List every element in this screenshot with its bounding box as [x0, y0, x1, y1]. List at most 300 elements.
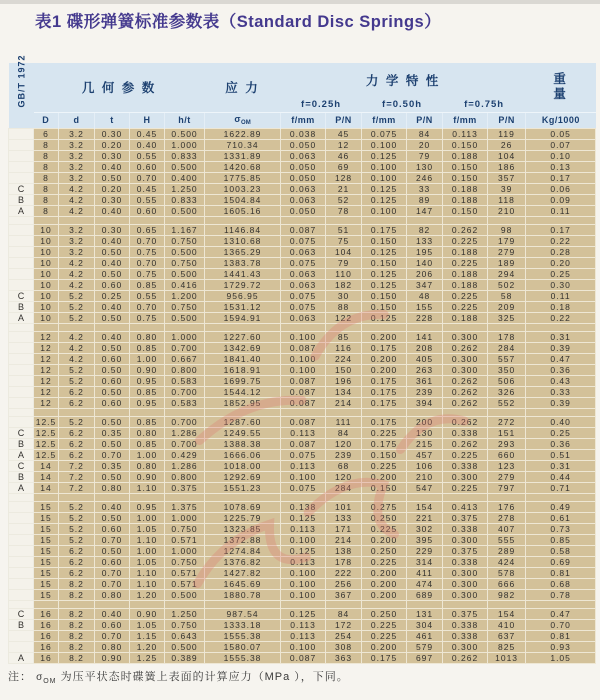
value-cell: 0.700	[165, 386, 205, 397]
value-cell: 1555.38	[205, 652, 281, 663]
value-cell: 52	[326, 194, 362, 205]
value-cell: 0.038	[281, 128, 326, 139]
series-letter-cell: C	[9, 183, 34, 194]
value-cell: 104	[488, 150, 526, 161]
spacer-cell	[59, 408, 95, 416]
value-cell: 405	[407, 353, 443, 364]
value-cell: 0.700	[165, 342, 205, 353]
value-cell: 1225.79	[205, 512, 281, 523]
value-cell: 357	[488, 172, 526, 183]
value-cell: 987.54	[205, 608, 281, 619]
spacer-cell	[59, 323, 95, 331]
value-cell: 578	[488, 567, 526, 578]
value-cell: 1504.84	[205, 194, 281, 205]
spacer-cell	[443, 216, 488, 224]
spacer-cell	[526, 493, 596, 501]
header-group-row	[9, 63, 596, 97]
spacer-cell	[362, 323, 407, 331]
table-row	[9, 471, 596, 482]
value-cell: 0.50	[95, 268, 130, 279]
value-cell: 6.2	[59, 449, 95, 460]
value-cell: 0.500	[165, 641, 205, 652]
value-cell: 16	[34, 619, 59, 630]
value-cell: 10	[34, 312, 59, 323]
spacer-cell	[488, 408, 526, 416]
value-cell: 0.125	[362, 150, 407, 161]
value-cell: 0.90	[130, 471, 165, 482]
value-cell: 0.80	[130, 331, 165, 342]
value-cell: 10	[34, 224, 59, 235]
value-cell: 1.00	[130, 512, 165, 523]
value-cell: 176	[488, 501, 526, 512]
value-cell: 12.5	[34, 449, 59, 460]
value-cell: 0.375	[443, 545, 488, 556]
value-cell: 0.10	[526, 150, 596, 161]
table-row	[9, 312, 596, 323]
spacer-cell	[59, 493, 95, 501]
value-cell: 10	[34, 301, 59, 312]
value-cell: 8	[34, 150, 59, 161]
value-cell: 0.25	[526, 268, 596, 279]
value-cell: 1544.12	[205, 386, 281, 397]
value-cell: 4.2	[59, 268, 95, 279]
spacer-cell	[165, 323, 205, 331]
value-cell: 0.40	[526, 416, 596, 427]
spacer-cell	[165, 493, 205, 501]
value-cell: 8.2	[59, 641, 95, 652]
value-cell: 1618.91	[205, 364, 281, 375]
value-cell: 1.000	[165, 331, 205, 342]
group-spacer-row	[9, 600, 596, 608]
table-row	[9, 641, 596, 652]
table-row	[9, 460, 596, 471]
series-letter-cell	[9, 353, 34, 364]
value-cell: 16	[34, 630, 59, 641]
value-cell: 1427.82	[205, 567, 281, 578]
value-cell: 6.2	[59, 427, 95, 438]
value-cell: 15	[34, 512, 59, 523]
value-cell: 1249.55	[205, 427, 281, 438]
col-header-fmm-075: f/mm	[443, 112, 488, 128]
value-cell: 89	[407, 194, 443, 205]
value-cell: 0.40	[95, 331, 130, 342]
value-cell: 0.39	[526, 397, 596, 408]
value-cell: 0.429	[165, 449, 205, 460]
value-cell: 0.40	[95, 205, 130, 216]
value-cell: 4.2	[59, 194, 95, 205]
series-letter-cell	[9, 139, 34, 150]
value-cell: 122	[326, 312, 362, 323]
spacer-cell	[281, 408, 326, 416]
value-cell: 0.70	[130, 257, 165, 268]
series-letter-cell: C	[9, 608, 34, 619]
value-cell: 1.286	[165, 460, 205, 471]
value-cell: 0.85	[130, 342, 165, 353]
value-cell: 229	[407, 545, 443, 556]
value-cell: 0.075	[281, 449, 326, 460]
series-letter-cell	[9, 150, 34, 161]
value-cell: 0.300	[443, 589, 488, 600]
value-cell: 1310.68	[205, 235, 281, 246]
value-cell: 1.00	[130, 449, 165, 460]
value-cell: 0.70	[95, 534, 130, 545]
table-row	[9, 128, 596, 139]
value-cell: 0.75	[130, 312, 165, 323]
value-cell: 12.5	[34, 416, 59, 427]
footer-note	[8, 668, 592, 685]
table-row	[9, 386, 596, 397]
table-row	[9, 578, 596, 589]
value-cell: 1.20	[130, 641, 165, 652]
value-cell: 0.30	[526, 279, 596, 290]
value-cell: 224	[326, 353, 362, 364]
value-cell: 0.150	[443, 172, 488, 183]
col-header-pn-050: P/N	[407, 112, 443, 128]
weight-line-2: 量	[553, 87, 568, 102]
value-cell: 0.113	[281, 460, 326, 471]
value-cell: 0.80	[95, 482, 130, 493]
series-letter-cell: A	[9, 482, 34, 493]
value-cell: 0.175	[362, 652, 407, 663]
value-cell: 1146.84	[205, 224, 281, 235]
note-prefix: 注：	[8, 671, 32, 683]
value-cell: 8.2	[59, 652, 95, 663]
spacer-cell	[34, 323, 59, 331]
value-cell: 279	[488, 471, 526, 482]
spacer-cell	[362, 216, 407, 224]
value-cell: 0.50	[95, 512, 130, 523]
value-cell: 85	[326, 331, 362, 342]
value-cell: 130	[407, 161, 443, 172]
series-letter-cell	[9, 556, 34, 567]
value-cell: 7.2	[59, 460, 95, 471]
table-row	[9, 194, 596, 205]
value-cell: 3.2	[59, 128, 95, 139]
value-cell: 0.225	[362, 619, 407, 630]
value-cell: 256	[326, 578, 362, 589]
spacer-cell	[9, 600, 34, 608]
value-cell: 1018.00	[205, 460, 281, 471]
value-cell: 214	[326, 534, 362, 545]
value-cell: 12	[34, 375, 59, 386]
value-cell: 0.750	[165, 556, 205, 567]
value-cell: 0.60	[95, 397, 130, 408]
spacer-cell	[59, 600, 95, 608]
value-cell: 10	[34, 268, 59, 279]
value-cell: 0.138	[281, 501, 326, 512]
value-cell: 0.81	[526, 630, 596, 641]
value-cell: 228	[407, 312, 443, 323]
col-header-fmm-050: f/mm	[362, 112, 407, 128]
value-cell: 0.78	[526, 589, 596, 600]
value-cell: 15	[34, 545, 59, 556]
value-cell: 0.063	[281, 312, 326, 323]
value-cell: 0.175	[362, 397, 407, 408]
value-cell: 1.20	[130, 589, 165, 600]
value-cell: 5.2	[59, 301, 95, 312]
value-cell: 1555.38	[205, 630, 281, 641]
note-sigma-symbol: σ	[36, 672, 44, 683]
series-letter-cell	[9, 375, 34, 386]
value-cell: 304	[407, 619, 443, 630]
value-cell: 14	[34, 482, 59, 493]
value-cell: 0.50	[95, 246, 130, 257]
series-letter-cell	[9, 364, 34, 375]
value-cell: 110	[326, 268, 362, 279]
deflection-050h-header: f=0.50h	[362, 97, 443, 112]
value-cell: 0.300	[443, 567, 488, 578]
value-cell: 0.100	[281, 578, 326, 589]
value-cell: 0.90	[130, 608, 165, 619]
group-spacer-row	[9, 408, 596, 416]
value-cell: 0.075	[281, 301, 326, 312]
value-cell: 0.30	[95, 224, 130, 235]
value-cell: 0.667	[165, 353, 205, 364]
value-cell: 0.250	[362, 512, 407, 523]
value-cell: 0.643	[165, 630, 205, 641]
standard-label-cell	[9, 54, 34, 128]
value-cell: 0.70	[95, 578, 130, 589]
value-cell: 0.300	[443, 353, 488, 364]
series-letter-cell	[9, 257, 34, 268]
value-cell: 0.30	[95, 194, 130, 205]
value-cell: 0.262	[443, 342, 488, 353]
value-cell: 0.125	[362, 312, 407, 323]
value-cell: 0.225	[443, 290, 488, 301]
value-cell: 171	[326, 523, 362, 534]
value-cell: 1880.78	[205, 589, 281, 600]
value-cell: 0.45	[130, 128, 165, 139]
value-cell: 3.2	[59, 224, 95, 235]
value-cell: 0.113	[443, 128, 488, 139]
col-header-ht: h/t	[165, 112, 205, 128]
value-cell: 278	[488, 512, 526, 523]
value-cell: 140	[407, 257, 443, 268]
value-cell: 1.05	[130, 523, 165, 534]
series-letter-cell	[9, 268, 34, 279]
value-cell: 6	[34, 128, 59, 139]
value-cell: 3.2	[59, 235, 95, 246]
value-cell: 133	[407, 235, 443, 246]
value-cell: 0.075	[362, 128, 407, 139]
value-cell: 0.087	[281, 652, 326, 663]
standard-label: GB/T 1972	[16, 54, 26, 108]
value-cell: 0.150	[362, 449, 407, 460]
value-cell: 0.70	[130, 172, 165, 183]
value-cell: 1333.18	[205, 619, 281, 630]
value-cell: 1605.16	[205, 205, 281, 216]
value-cell: 0.70	[95, 567, 130, 578]
value-cell: 20	[407, 139, 443, 150]
value-cell: 0.087	[281, 375, 326, 386]
value-cell: 0.100	[362, 172, 407, 183]
table-row	[9, 246, 596, 257]
value-cell: 1.05	[130, 619, 165, 630]
value-cell: 51	[326, 224, 362, 235]
value-cell: 4.2	[59, 279, 95, 290]
value-cell: 12	[34, 397, 59, 408]
value-cell: 0.200	[362, 471, 407, 482]
value-cell: 12	[34, 364, 59, 375]
value-cell: 0.225	[362, 556, 407, 567]
value-cell: 0.70	[95, 449, 130, 460]
table-row	[9, 545, 596, 556]
value-cell: 0.50	[95, 386, 130, 397]
value-cell: 0.125	[281, 608, 326, 619]
value-cell: 3.2	[59, 150, 95, 161]
table-row	[9, 449, 596, 460]
value-cell: 0.225	[443, 482, 488, 493]
value-cell: 1331.89	[205, 150, 281, 161]
value-cell: 0.100	[281, 641, 326, 652]
value-cell: 0.175	[362, 342, 407, 353]
value-cell: 0.150	[443, 139, 488, 150]
value-cell: 0.95	[130, 501, 165, 512]
value-cell: 1292.69	[205, 471, 281, 482]
value-cell: 254	[326, 630, 362, 641]
stress-group-header: 应 力	[205, 63, 281, 112]
col-header-sigma	[205, 112, 281, 128]
value-cell: 12	[34, 331, 59, 342]
value-cell: 0.063	[281, 194, 326, 205]
value-cell: 0.087	[281, 397, 326, 408]
col-header-H: H	[130, 112, 165, 128]
table-row	[9, 438, 596, 449]
value-cell: 1420.68	[205, 161, 281, 172]
value-cell: 8	[34, 161, 59, 172]
value-cell: 1388.38	[205, 438, 281, 449]
value-cell: 461	[407, 630, 443, 641]
value-cell: 1645.69	[205, 578, 281, 589]
value-cell: 0.338	[443, 630, 488, 641]
value-cell: 6.2	[59, 567, 95, 578]
series-letter-cell	[9, 501, 34, 512]
value-cell: 0.262	[443, 652, 488, 663]
value-cell: 0.40	[130, 139, 165, 150]
value-cell: 0.150	[362, 235, 407, 246]
series-letter-cell: B	[9, 194, 34, 205]
value-cell: 106	[407, 460, 443, 471]
value-cell: 0.11	[526, 205, 596, 216]
value-cell: 0.413	[443, 501, 488, 512]
spacer-cell	[407, 408, 443, 416]
value-cell: 0.338	[443, 427, 488, 438]
value-cell: 660	[488, 449, 526, 460]
value-cell: 26	[488, 139, 526, 150]
value-cell: 0.100	[281, 534, 326, 545]
value-cell: 5.2	[59, 364, 95, 375]
value-cell: 279	[488, 246, 526, 257]
value-cell: 131	[407, 608, 443, 619]
value-cell: 367	[326, 589, 362, 600]
table-row	[9, 416, 596, 427]
value-cell: 1323.85	[205, 523, 281, 534]
value-cell: 15	[34, 501, 59, 512]
value-cell: 0.100	[281, 364, 326, 375]
value-cell: 0.06	[526, 183, 596, 194]
series-letter-cell	[9, 567, 34, 578]
value-cell: 1531.12	[205, 301, 281, 312]
value-cell: 1.375	[165, 501, 205, 512]
mechanical-group-header: 力 学 特 性	[281, 63, 526, 97]
value-cell: 0.150	[443, 161, 488, 172]
value-cell: 0.40	[95, 608, 130, 619]
value-cell: 0.60	[130, 161, 165, 172]
value-cell: 1580.07	[205, 641, 281, 652]
value-cell: 1.10	[130, 482, 165, 493]
value-cell: 0.05	[526, 128, 596, 139]
value-cell: 0.375	[165, 482, 205, 493]
table-row	[9, 375, 596, 386]
value-cell: 6.2	[59, 556, 95, 567]
value-cell: 0.70	[130, 301, 165, 312]
value-cell: 15	[34, 534, 59, 545]
spacer-cell	[362, 493, 407, 501]
value-cell: 350	[488, 364, 526, 375]
value-cell: 0.40	[95, 257, 130, 268]
spacer-cell	[130, 216, 165, 224]
spacer-cell	[488, 216, 526, 224]
table-row	[9, 279, 596, 290]
value-cell: 16	[34, 652, 59, 663]
weight-line-1: 重	[553, 72, 568, 87]
value-cell: 0.225	[443, 301, 488, 312]
value-cell: 0.375	[443, 608, 488, 619]
value-cell: 263	[407, 364, 443, 375]
series-letter-cell	[9, 386, 34, 397]
table-row	[9, 205, 596, 216]
value-cell: 272	[488, 416, 526, 427]
value-cell: 0.50	[95, 364, 130, 375]
value-cell: 1622.89	[205, 128, 281, 139]
value-cell: 502	[488, 279, 526, 290]
value-cell: 0.35	[95, 460, 130, 471]
value-cell: 0.225	[362, 460, 407, 471]
value-cell: 361	[407, 375, 443, 386]
value-cell: 394	[407, 397, 443, 408]
value-cell: 0.075	[281, 290, 326, 301]
group-spacer-row	[9, 216, 596, 224]
value-cell: 0.188	[443, 312, 488, 323]
value-cell: 10	[34, 279, 59, 290]
value-cell: 5.2	[59, 290, 95, 301]
value-cell: 0.81	[526, 567, 596, 578]
value-cell: 0.75	[130, 268, 165, 279]
note-sigma-subscript: OM	[43, 678, 57, 686]
value-cell: 0.22	[526, 312, 596, 323]
value-cell: 1841.40	[205, 353, 281, 364]
value-cell: 0.75	[130, 246, 165, 257]
value-cell: 0.188	[443, 268, 488, 279]
value-cell: 0.95	[130, 397, 165, 408]
value-cell: 0.100	[362, 139, 407, 150]
value-cell: 8.2	[59, 589, 95, 600]
spacer-cell	[95, 408, 130, 416]
value-cell: 0.55	[130, 194, 165, 205]
value-cell: 0.300	[443, 364, 488, 375]
value-cell: 1.25	[130, 652, 165, 663]
spacer-cell	[326, 408, 362, 416]
value-cell: 0.50	[95, 416, 130, 427]
value-cell: 0.087	[281, 224, 326, 235]
series-letter-cell	[9, 630, 34, 641]
value-cell: 0.73	[526, 523, 596, 534]
value-cell: 1274.84	[205, 545, 281, 556]
table-row	[9, 427, 596, 438]
value-cell: 15	[34, 567, 59, 578]
spacer-cell	[362, 408, 407, 416]
value-cell: 8.2	[59, 630, 95, 641]
